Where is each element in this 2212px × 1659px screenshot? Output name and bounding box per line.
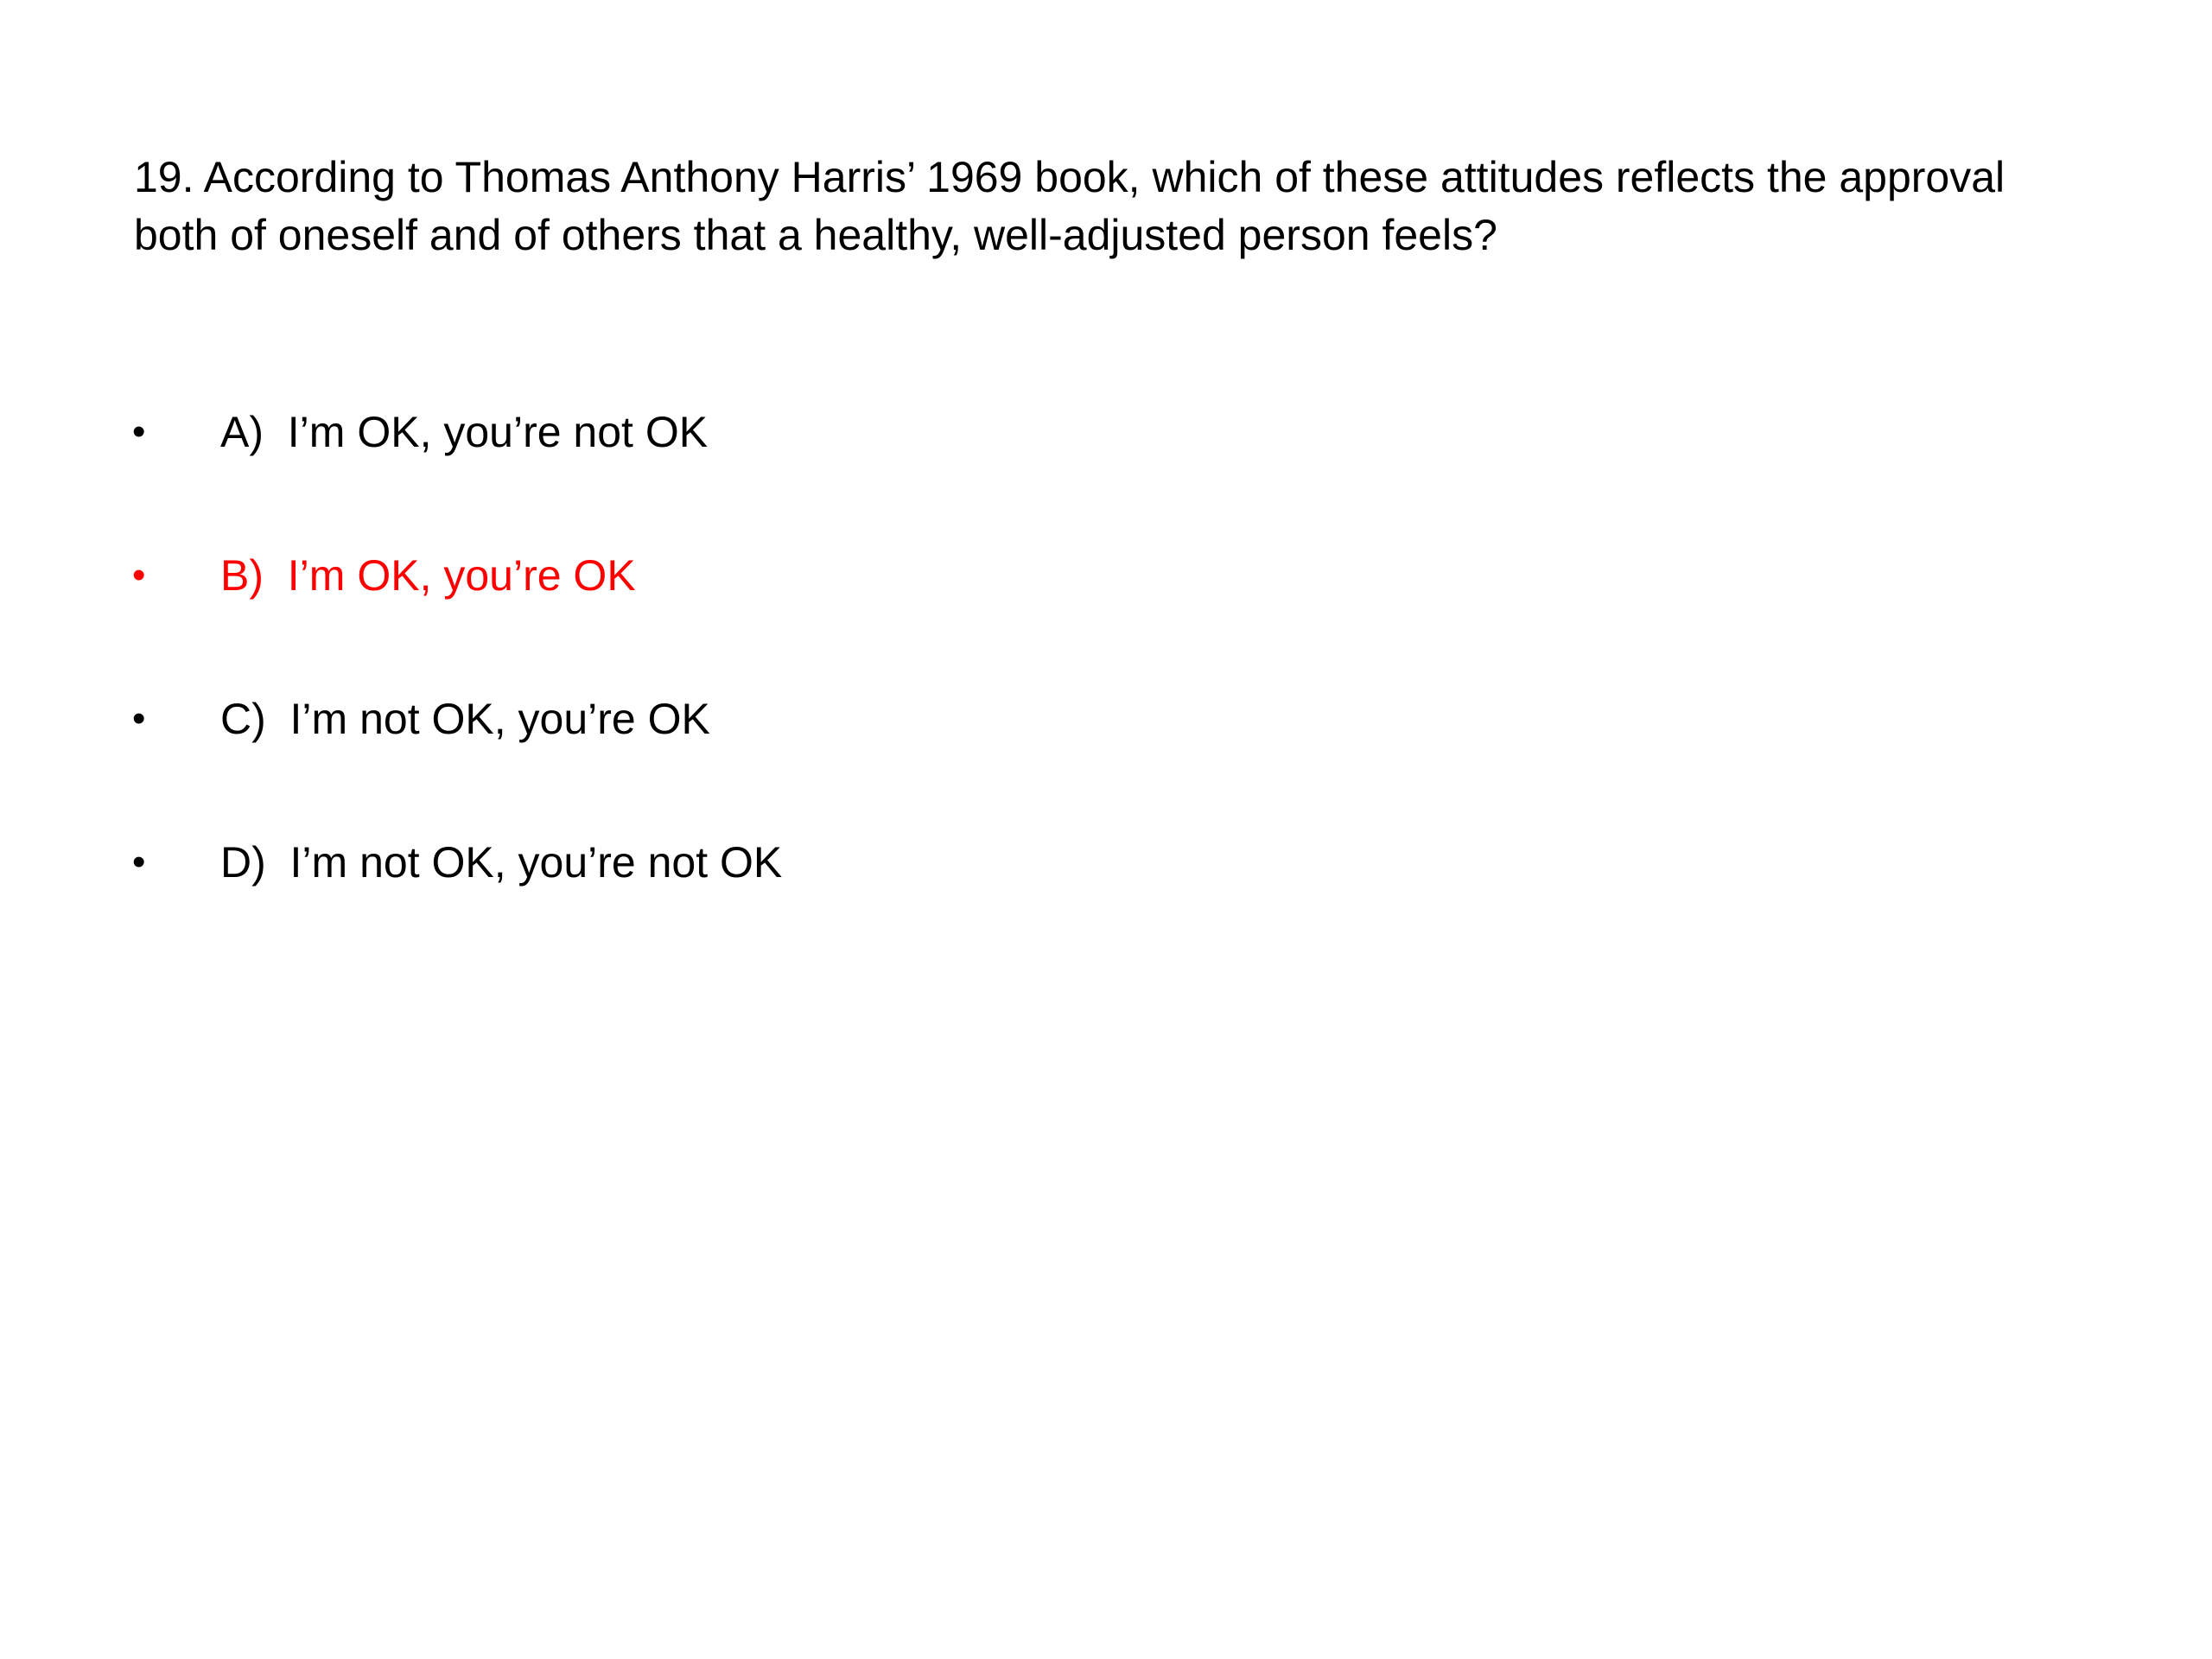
bullet-icon: • bbox=[132, 841, 146, 883]
question-text: 19. According to Thomas Anthony Harris’ 1969 book, which of these attitudes reflects the approval both of oneself and of others that a healthy, well-adjusted person feels? bbox=[134, 153, 2005, 259]
answer-options-list bbox=[130, 402, 2031, 976]
option-b bbox=[130, 545, 2031, 689]
option-b-label: B) I’m OK, you’re OK bbox=[220, 551, 636, 600]
bullet-icon: • bbox=[132, 697, 146, 740]
option-a bbox=[130, 402, 2031, 545]
option-c bbox=[130, 689, 2031, 832]
option-a-label: A) I’m OK, you’re not OK bbox=[220, 408, 709, 456]
bullet-icon: • bbox=[132, 554, 146, 596]
option-c-label: C) I’m not OK, you’re OK bbox=[220, 695, 710, 743]
option-d bbox=[130, 832, 2031, 976]
option-d-label: D) I’m not OK, you’re not OK bbox=[220, 838, 783, 887]
bullet-icon: • bbox=[132, 410, 146, 453]
